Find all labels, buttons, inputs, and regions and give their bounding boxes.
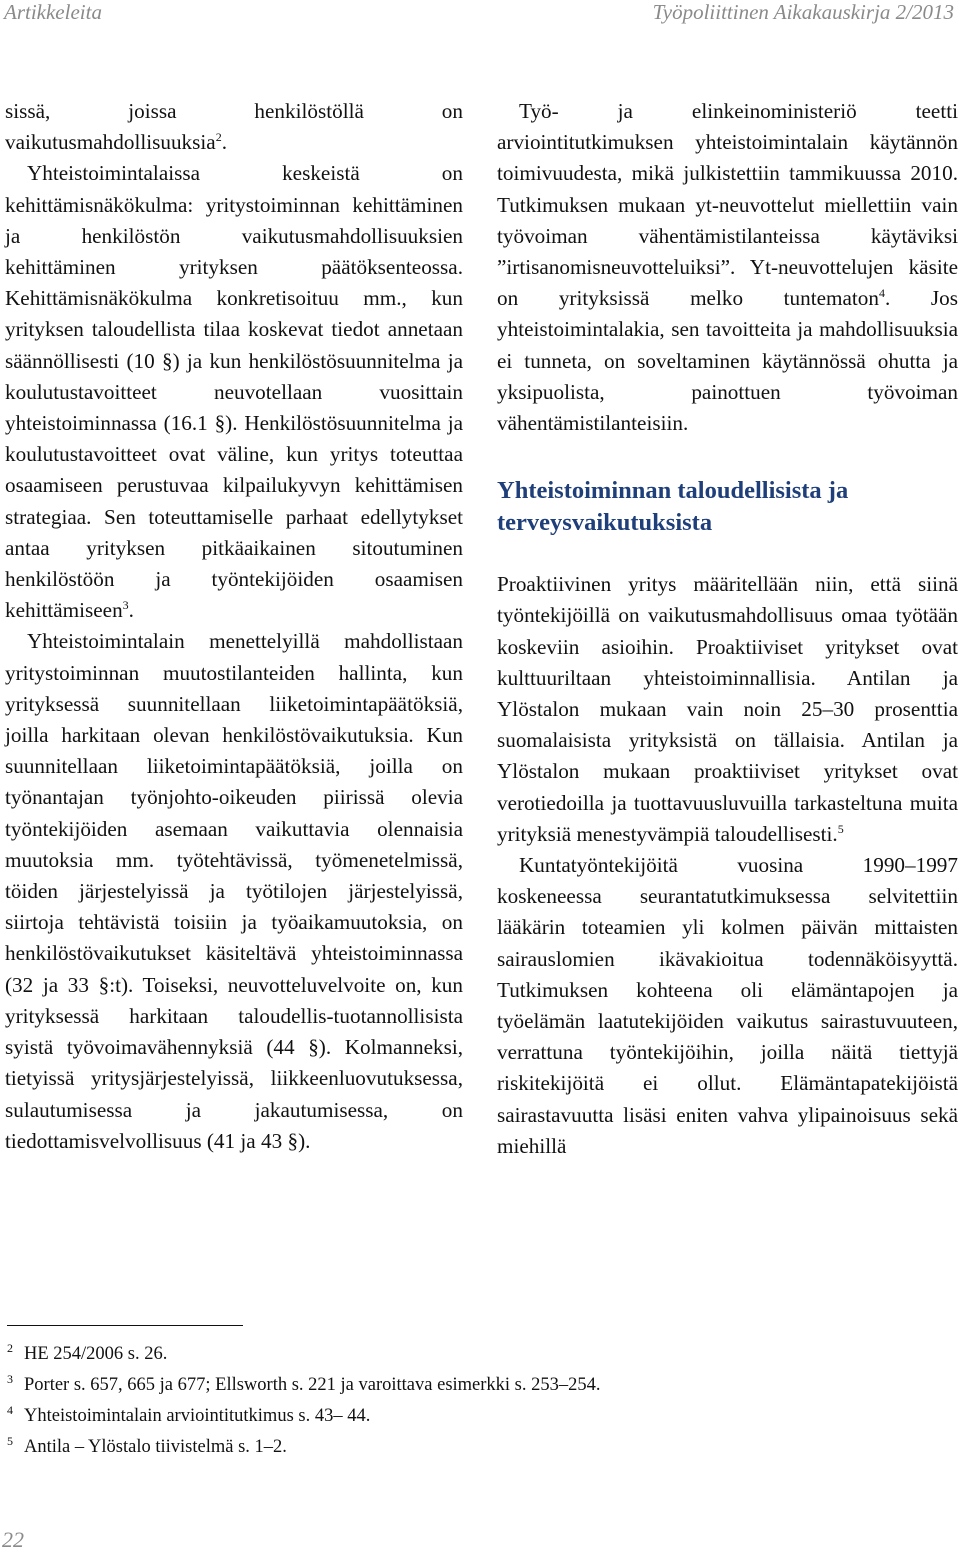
paragraph-text: Yhteistoimintalaissa keskeistä on kehittämisnäkökulma: yritystoiminnan kehittäminen ja henkilöstön vaikutusmahdollisuuksien kehittäminen yrityksen päätöksenteossa. Kehittämisnäkökulma konkretisoituu mm., kun yrityksen taloudellista tilaa koskevat tiedot annetaan säännöllisesti (10 §) ja kun henkilöstösuunnitelma ja koulutustavoitteet neuvotellaan vuosittain yhteistoiminnassa (16.1 §). Henkilöstösuunnitelma ja koulutustavoitteet ovat väline, kun yritys toteuttaa osaamiseen perustuvaa kilpailukyvyn kehittämisen strategiaa. Sen toteuttamiselle parhaat edellytykset antaa yrityksen pitkäaikainen sitoutuminen henkilöstöön ja työntekijöiden osaamisen kehittämiseen xyxy=(5,161,463,623)
punctuation: . xyxy=(128,598,134,623)
footnote-number: 4 xyxy=(7,1403,13,1417)
footnote-ref[interactable]: 5 xyxy=(837,821,844,836)
paragraph-text: Proaktiivinen yritys määritellään niin, että siinä työntekijöillä on vaikutusmahdollisuus omaa työtään koskeviin asioihin. Proaktiiviset yritykset ovat kulttuuriltaan yhteistoiminnallisia. Antilan ja Ylöstalon mukaan vain noin 25–30 prosenttia suomalaisista yrityksistä on tällaisia. Antilan ja Ylöstalon mukaan proaktiiviset yritykset ovat verotiedoilla ja tuottavuusluvuilla tarkasteltuna muita yrityksiä menestyvämpiä taloudellisesti. xyxy=(497,572,958,846)
paragraph-text: Yhteistoimintalain menettelyillä mahdollistaan yritystoiminnan muutostilanteiden hallinta, kun yrityksessä suunnitellaan liiketoimintapäätöksiä, joilla harkitaan olevan henkilöstövaikutuksia. Kun suunnitellaan liiketoimintapäätöksiä, joilla on työnantajan työnjohto-oikeuden piirissä olevia työntekijöiden asemaan vaikuttavia olennaisia muutoksia mm. työtehtävissä, työmenetelmissä, töiden järjestelyissä ja työtilojen järjestelyissä, siirtoja tehtävistä toisiin ja työaikamuutoksia, on henkilöstövaikutukset käsiteltävä yhteistoiminnassa (32 ja 33 §:t). Toiseksi, neuvotteluvelvoite on, kun yrityksessä harkitaan taloudellis-tuotannollisista syistä työvoimavähennyksiä (44 §). Kolmanneksi, tietyissä yritysjärjestelyissä, liikkeenluovutuksessa, sulautumisessa ja jakautumisessa, on tiedottamisvelvollisuus (41 ja 43 §). xyxy=(5,629,463,1153)
footnote-text: Antila – Ylöstalo tiivistelmä s. 1–2. xyxy=(24,1437,287,1457)
paragraph-text: sissä, joissa henkilöstöllä on vaikutusmahdollisuuksia xyxy=(5,99,463,155)
footnote xyxy=(7,1367,601,1398)
paragraph-text: Työ- ja elinkeinoministeriö teetti arviointitutkimuksen yhteistoimintalain käytännön toimivuudesta, mikä julkistettiin tammikuussa 2010. Tutkimuksen mukaan yt-neuvottelut miellettiin vain työvoiman vähentämistilanteissa käytäviksi ”irtisanomisneuvotteluiksi”. Yt-neuvottelujen käsite on yrityksissä melko tuntematon xyxy=(497,99,958,311)
footnote-text: Porter s. 657, 665 ja 677; Ellsworth s. 221 ja varoittava esimerkki s. 253–254. xyxy=(24,1375,601,1395)
section-label: Artikkeleita xyxy=(4,0,102,24)
journal-title: Työpoliittinen Aikakauskirja 2/2013 xyxy=(652,0,954,24)
paragraph xyxy=(5,158,463,626)
left-column xyxy=(5,96,463,1157)
paragraph xyxy=(497,96,958,439)
footnote-number: 2 xyxy=(7,1341,13,1355)
paragraph-text: Kuntatyöntekijöitä vuosina 1990–1997 koskeneessa seurantatutkimuksessa selvitettiin lääkärin toteamien yli kolmen päivän mittaisten sairauslomien ikävakioitua todennäköisyyttä. Tutkimuksen kohteena oli elämäntapojen ja työelämän laatutekijöiden vaikutus sairastuvuuteen, verrattuna työntekijöihin, joilla näitä tiettyjä riskitekijöitä ei ollut. Elämäntapatekijöistä sairastavuutta lisäsi eniten vahva ylipainoisuus sekä miehillä xyxy=(497,853,958,1158)
paragraph xyxy=(497,850,958,1162)
footnote-ref[interactable]: 4 xyxy=(878,286,885,301)
paragraph xyxy=(497,569,958,850)
section-heading: Yhteistoiminnan taloudellisista ja terveysvaikutuksista xyxy=(497,477,849,537)
footnote-ref[interactable]: 2 xyxy=(215,130,222,145)
footnote-number: 3 xyxy=(7,1372,13,1386)
page-number: 22 xyxy=(2,1527,24,1552)
footnote-number: 5 xyxy=(7,1434,13,1448)
footnote xyxy=(7,1336,601,1367)
footnote xyxy=(7,1398,601,1429)
footnote xyxy=(7,1429,601,1460)
footnotes xyxy=(7,1336,601,1460)
footnote-divider xyxy=(7,1325,243,1326)
footnote-text: HE 254/2006 s. 26. xyxy=(24,1344,168,1364)
running-header xyxy=(0,0,960,28)
paragraph xyxy=(5,96,463,158)
paragraph-text: . Jos yhteistoimintalakia, sen tavoitteita ja mahdollisuuksia ei tunneta, on soveltaminen käytännössä ohutta ja yksipuolista, painottuen työvoiman vähentämistilanteisiin. xyxy=(497,286,958,436)
right-column xyxy=(497,96,958,1162)
footnote-text: Yhteistoimintalain arviointitutkimus s. 43– 44. xyxy=(24,1406,371,1426)
paragraph xyxy=(5,626,463,1156)
punctuation: . xyxy=(221,130,227,155)
footnote-ref[interactable]: 3 xyxy=(122,598,129,613)
